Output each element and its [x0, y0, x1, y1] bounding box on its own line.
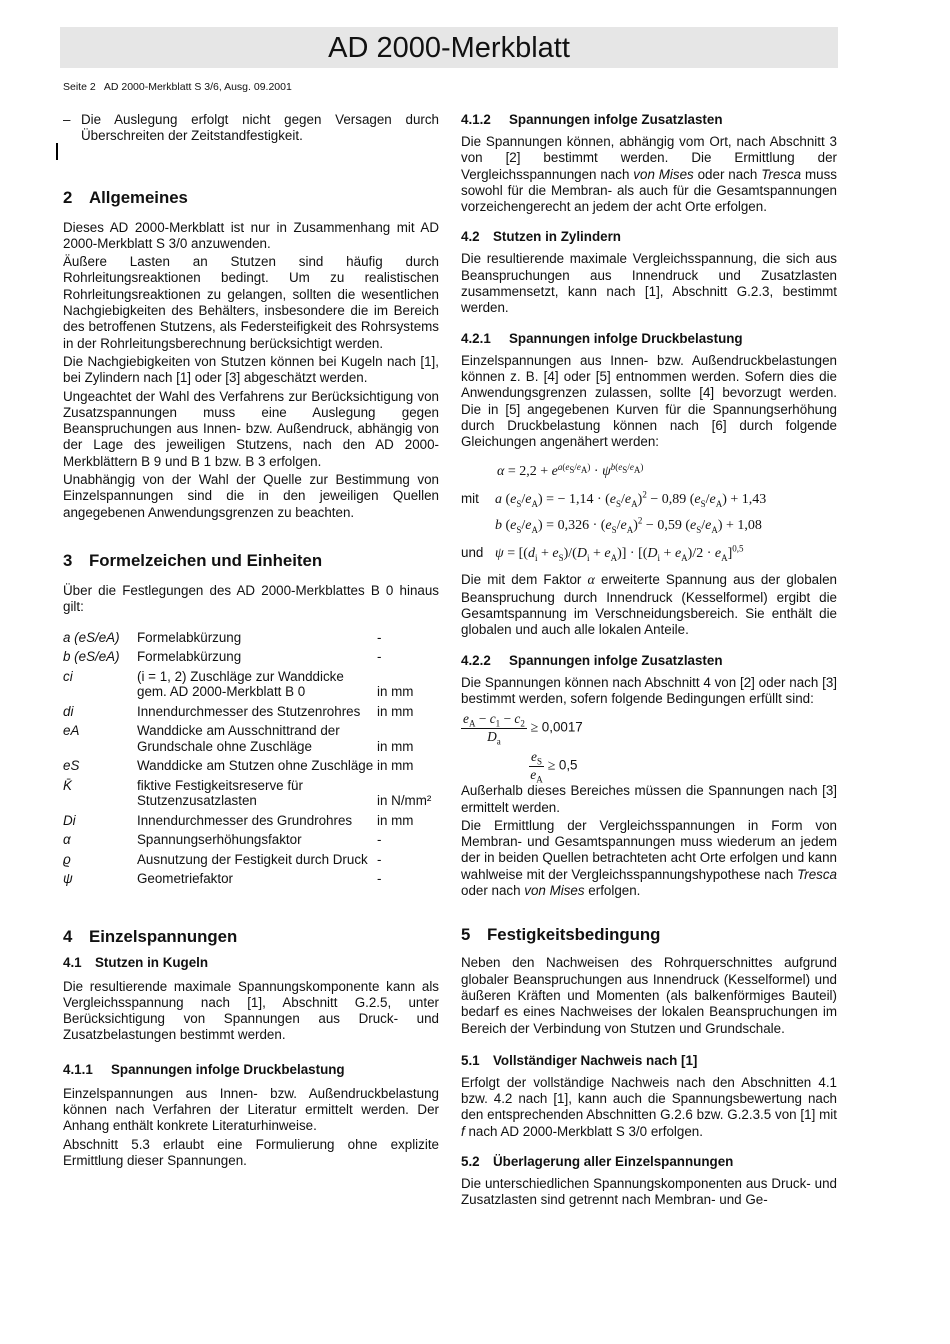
symbol-unit: in mm [377, 703, 414, 719]
section-5-1-number: 5.1 [461, 1052, 480, 1068]
condition-2: $\frac{e_S}{e_A}$ ≥ 0,5 [530, 749, 578, 785]
symbol-cell: Di [63, 812, 76, 828]
section-5-title: Festigkeitsbedingung [487, 925, 661, 945]
s2-paragraph-1: Dieses AD 2000-Merkblatt ist nur in Zusammenhang mit AD 2000-Merkblatt S 3/0 anzuwenden. [63, 219, 439, 251]
symbol-cell: eS [63, 758, 80, 774]
section-4-1-heading [63, 955, 439, 971]
symbol-unit: - [377, 871, 382, 887]
equation-alpha: $\alpha = 2,2 + e^{a(e_S/e_A)} \cdot \psi^{b(e_S/e_A)}$ [497, 461, 644, 480]
section-5-2-title: Überlagerung aller Einzelspannungen [493, 1153, 734, 1169]
document-title: AD 2000-Merkblatt [328, 32, 570, 64]
symbol-description: Innendurchmesser des Grundrohres [137, 812, 353, 828]
section-4-2-heading [461, 229, 837, 245]
s422-paragraph-2: Außerhalb dieses Bereiches müssen die Spannungen nach [3] ermittelt werden. [461, 783, 837, 815]
section-4-2-number: 4.2 [461, 229, 480, 245]
symbol-unit: in mm [377, 758, 414, 774]
s3-paragraph-1: Über die Festlegungen des AD 2000-Merkblattes B 0 hinaus gilt: [63, 582, 439, 615]
s2-paragraph-4: Ungeachtet der Wahl des Verfahrens zur Berücksichtigung von Zusatzspannungen muss eine Auslegung gegen Beanspruchungen aus Innen- bzw. Außendruck, abhängig von der Lage des jeweiligen Stutzens, nach den AD 2000-Merkblättern B 9 und B 1 bzw. B 3 erfolgen. [63, 388, 439, 469]
symbol-unit: - [377, 851, 382, 867]
change-bar [56, 143, 58, 160]
symbol-unit: - [377, 649, 382, 665]
s411-paragraph-1: Einzelspannungen aus Innen- bzw. Außendruckbelastung können nach Verfahren der Literatur ermittelt werden. Der Anhang enthält konkrete Literaturhinweise. [63, 1085, 439, 1134]
s2-paragraph-2: Äußere Lasten an Stutzen sind häufig durch Rohrleitungsreaktionen bedingt. Um zu realistischen Rohrleitungsreaktionen zu gelangen, sollten die wesentlichen Nachgiebigkeiten des Behälters, insbesondere die im Bereich des betroffenen Stutzens, als Federsteifigkeit des Rohrsystems in der Rohrleitungsberechnung berücksichtigt werden. [63, 254, 439, 351]
condition-block [461, 711, 837, 783]
symbol-description: Innendurchmesser des Stutzenrohres [137, 703, 361, 719]
section-4-title: Einzelspannungen [89, 926, 238, 946]
section-2-heading [63, 188, 439, 208]
section-4-1-title: Stutzen in Kugeln [95, 954, 209, 970]
s41-paragraph: Die resultierende maximale Spannungskomponente kann als Vergleichsspannung nach [1], Abschnitt G.2.5, unter Berücksichtigung von Spannungen aus Druck- und Zusatzbelastungen bestimmt werden. [63, 978, 439, 1043]
document-banner [60, 27, 838, 68]
symbol-cell: α [63, 832, 71, 848]
symbol-cell: di [63, 703, 74, 719]
symbol-description: Ausnutzung der Festigkeit durch Druck [137, 851, 368, 867]
symbol-table [63, 630, 439, 891]
section-5-1-title: Vollständiger Nachweis nach [1] [493, 1052, 698, 1068]
section-4-heading [63, 927, 439, 947]
symbol-description: fiktive Festigkeitsreserve für Stutzenzusatzlasten [137, 777, 303, 809]
section-5-number: 5 [461, 925, 471, 945]
section-4-2-2-title: Spannungen infolge Zusatzlasten [509, 652, 723, 668]
s422-paragraph-3: Die Ermittlung der Vergleichsspannungen in Form von Membran- und Gesamtspannungen muss wiederum an jedem der in beiden Quellen betrachteten acht Orte erfolgen und kann wahlweise mit der Vergleichsspannungshypothese nach Tresca oder nach von Mises erfolgen. [461, 817, 837, 899]
s5-paragraph: Neben den Nachweisen des Rohrquerschnittes aufgrund globaler Beanspruchungen aus Innendruck (Kesselformel) und äußeren Kräften und Momenten (als balkenförmiges Bauteil) bedarf es eines Nachweises der lokalen Beanspruchungen im Bereich der Verbindung von Stutzen und Grundschale. [461, 955, 837, 1036]
section-4-1-2-heading [461, 112, 837, 128]
symbol-row [63, 758, 439, 778]
section-4-2-2-number: 4.2.2 [461, 652, 491, 668]
section-5-heading [461, 925, 837, 945]
section-4-2-2-heading [461, 653, 837, 669]
s2-paragraph-5: Unabhängig von der Wahl der Quelle zur Bestimmung von Einzelspannungen sind die in den jeweiligen Quellen angegebenen Anwendungsgrenzen zu beachten. [63, 472, 439, 520]
symbol-description: Spannungserhöhungsfaktor [137, 832, 302, 848]
symbol-row [63, 778, 439, 813]
intro-bullet-text: Die Auslegung erfolgt nicht gegen Versagen durch Überschreiten der Zeitstandfestigkeit. [81, 112, 439, 144]
intro-bullet [63, 112, 439, 145]
symbol-row [63, 723, 439, 758]
section-4-1-1-title: Spannungen infolge Druckbelastung [111, 1061, 345, 1077]
symbol-unit: in N/mm² [377, 793, 432, 809]
equation-psi: und $\psi = [(d_i + e_S)/(D_i + e_A)] \cdot [(D_i + e_A)/2 \cdot e_A]^{0,5}$ [461, 543, 744, 564]
equation-block [461, 461, 837, 572]
symbol-description: Formelabkürzung [137, 649, 242, 665]
s42-paragraph: Die resultierende maximale Vergleichsspannung, die sich aus Beanspruchungen aus Innendruck und Zusatzlasten zusammensetzt, kann nach [1], Abschnitt G.2.3, bestimmt werden. [461, 251, 837, 316]
section-4-1-2-number: 4.1.2 [461, 112, 491, 127]
symbol-row [63, 852, 439, 872]
section-4-2-1-heading [461, 331, 837, 347]
s2-paragraph-3: Die Nachgiebigkeiten von Stutzen können bei Kugeln nach [1], bei Zylindern nach [1] oder [3] abgeschätzt werden. [63, 353, 439, 386]
symbol-description: Geometriefaktor [137, 871, 234, 887]
symbol-row [63, 871, 439, 891]
section-4-1-1-number: 4.1.1 [63, 1061, 93, 1077]
section-3-title: Formelzeichen und Einheiten [89, 550, 323, 570]
symbol-unit: - [377, 629, 382, 645]
symbol-row [63, 813, 439, 833]
symbol-cell: K̄ [63, 777, 72, 793]
section-3-heading [63, 551, 439, 571]
bullet-dash: – [63, 112, 71, 127]
symbol-cell: ci [63, 668, 73, 684]
symbol-cell: ϱ [63, 851, 71, 867]
symbol-unit: - [377, 832, 382, 848]
s421-paragraph-2: Die mit dem Faktor α erweiterte Spannung aus der globalen Beanspruchung durch Innendruck (Kesselformel) ergibt die Gesamtspannung im Verschneidungsbereich. Sie enthält die globalen und auch alle lokalen Anteile. [461, 572, 837, 638]
s52-paragraph: Die unterschiedlichen Spannungskomponenten aus Druck- und Zusatzlasten sind getrennt nach Membran- und Ge- [461, 1175, 837, 1208]
section-4-2-1-title: Spannungen infolge Druckbelastung [509, 330, 743, 346]
s411-paragraph-2: Abschnitt 5.3 erlaubt eine Formulierung ohne explizite Ermittlung dieser Spannungen. [63, 1136, 439, 1168]
section-4-1-1-heading [63, 1062, 439, 1078]
equation-b: b $(e_S/e_A) = 0,326 \cdot (e_S/e_A)^2 - 0,59$ $(e_S/e_A) + 1,08$ [495, 515, 762, 536]
section-4-number: 4 [63, 926, 73, 946]
symbol-description: Wanddicke am Ausschnittrand der Grundschale ohne Zuschläge [137, 723, 340, 754]
s421-paragraph: Einzelspannungen aus Innen- bzw. Außendruckbelastungen können z. B. [4] oder [5] entnommen werden. Sofern dies die Anwendungsgrenzen zulassen, sollte [4] bevorzugt werden. Die in [5] angegebenen Kurven für die Spannungserhöhung durch Druckbelastung können nach [6] durch folgende Gleichungen angenähert werden: [461, 352, 837, 450]
section-4-1-2-title: Spannungen infolge Zusatzlasten [509, 112, 723, 127]
symbol-cell: eA [63, 723, 80, 739]
section-2-title: Allgemeines [89, 187, 188, 207]
symbol-cell: a (eS/eA) [63, 629, 120, 645]
page-subtitle: Seite 2 AD 2000-Merkblatt S 3/6, Ausg. 09.2001 [63, 81, 292, 93]
s422-paragraph-1: Die Spannungen können nach Abschnitt 4 von [2] oder nach [3] bestimmt werden, sofern folgende Bedingungen erfüllt sind: [461, 674, 837, 706]
section-5-2-heading [461, 1154, 837, 1170]
symbol-row [63, 649, 439, 669]
symbol-cell: b (eS/eA) [63, 649, 120, 665]
symbol-cell: ψ [63, 871, 73, 887]
s51-paragraph: Erfolgt der vollständige Nachweis nach den Abschnitten 4.1 bzw. 4.2 nach [1], kann auch die Spannungsbewertung nach den entsprechenden Abschnitten G.2.6 bzw. G.2.3.5 von [1] mit f nach AD 2000-Merkblatt S 3/0 erfolgen. [461, 1074, 837, 1139]
symbol-row [63, 630, 439, 650]
section-4-1-number: 4.1 [63, 954, 82, 970]
symbol-row [63, 704, 439, 724]
symbol-description: (i = 1, 2) Zuschläge zur Wanddicke gem. AD 2000-Merkblatt B 0 [137, 668, 344, 700]
left-column [63, 112, 439, 1169]
symbol-description: Wanddicke am Stutzen ohne Zuschläge [137, 758, 374, 774]
section-4-2-1-number: 4.2.1 [461, 330, 491, 346]
section-4-2-title: Stutzen in Zylindern [493, 229, 621, 245]
section-5-1-heading [461, 1053, 837, 1069]
equation-a: mit a $(e_S/e_A)$ = − $1,14 \cdot (e_S/e_A)^2 - 0,89$ $(e_S/e_A) + 1,43$ [461, 489, 767, 510]
s412-paragraph: Die Spannungen können, abhängig vom Ort, nach Abschnitt 3 von [2] bestimmt werden. Die Ermittlung der Vergleichsspannungen nach von Mises oder nach Tresca muss sowohl für die Membran- als auch für die Gesamtspannungen vorzeichengerecht an jedem der acht Orte erfolgen. [461, 134, 838, 215]
symbol-row [63, 832, 439, 852]
symbol-unit: in mm [377, 738, 414, 754]
symbol-row [63, 669, 439, 704]
section-3-number: 3 [63, 550, 73, 570]
section-2-number: 2 [63, 187, 73, 207]
section-5-2-number: 5.2 [461, 1153, 480, 1169]
right-column [461, 112, 837, 1209]
condition-1: $\frac{e_A - c_1 - c_2}{D_a}$ ≥ 0,0017 [463, 711, 583, 747]
symbol-unit: in mm [377, 684, 414, 700]
symbol-description: Formelabkürzung [137, 629, 242, 645]
symbol-unit: in mm [377, 812, 414, 828]
